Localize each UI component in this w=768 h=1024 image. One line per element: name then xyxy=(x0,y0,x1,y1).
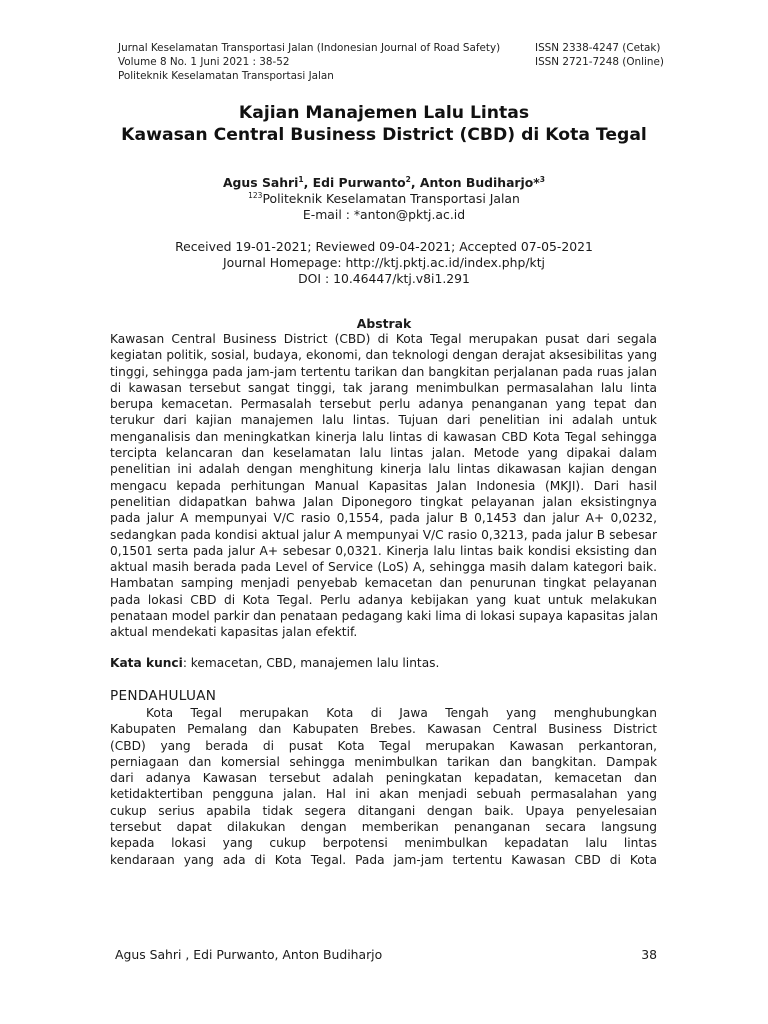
issn-online: ISSN 2721-7248 (Online) xyxy=(535,56,664,68)
journal-volume: Volume 8 No. 1 Juni 2021 : 38-52 xyxy=(118,56,290,68)
author-1-affil-mark: 1 xyxy=(298,174,304,184)
abstract-heading: Abstrak xyxy=(356,316,412,331)
author-2-affil-mark: 2 xyxy=(405,174,411,184)
body-line: kepada lokasi yang cukup berpotensi menimbulkan kepadatan lalu lintas xyxy=(110,836,657,851)
abstract-line: tercipta kelancaran dan keselamatan lalu lintas jalan. Metode yang dipakai dalam xyxy=(110,446,657,461)
body-line: Kabupaten Pemalang dan Kabupaten Brebes. Kawasan Central Business District xyxy=(110,722,657,737)
footer-authors: Agus Sahri , Edi Purwanto, Anton Budiharjo xyxy=(115,947,383,962)
abstract-line: menganalisis dan meningkatkan kinerja lalu lintas di kawasan CBD Kota Tegal sehingga xyxy=(110,429,657,444)
body-line: tersebut dapat dilakukan dengan memberikan penanganan secara langsung xyxy=(110,820,657,835)
abstract-line: 0,1501 serta pada jalur A+ sebesar 0,0321. Kinerja lalu lintas baik kondisi eksisting dan xyxy=(110,543,657,558)
journal-header-right xyxy=(535,41,735,69)
journal-name: Jurnal Keselamatan Transportasi Jalan (Indonesian Journal of Road Safety) xyxy=(118,42,501,54)
body-line: kendaraan yang ada di Kota Tegal. Pada jam-jam tertentu Kawasan CBD di Kota xyxy=(110,852,657,867)
affiliation-mark: 123 xyxy=(248,190,263,200)
abstract-line: aktual masih berada pada Level of Service (LoS) A, sehingga masih dalam kategori baik. xyxy=(110,560,657,575)
author-list xyxy=(60,175,708,191)
affiliation-text: Politeknik Keselamatan Transportasi Jalan xyxy=(262,191,520,206)
author-email: E-mail : *anton@pktj.ac.id xyxy=(302,207,466,222)
abstract-line: sedangkan pada kondisi aktual jalur A mempunyai V/C rasio 0,3213, pada jalur B sebesar xyxy=(110,527,657,542)
body-line: dari adanya Kawasan tersebut adalah peningkatan kepadatan, kemacetan dan xyxy=(110,771,657,786)
journal-homepage: Journal Homepage: http://ktj.pktj.ac.id/index.php/ktj xyxy=(223,255,545,270)
author-2: Edi Purwanto xyxy=(312,175,406,190)
abstract-line: berupa kemacetan. Permasalah tersebut perlu adanya penanganan yang tepat dan xyxy=(110,397,657,412)
paper-title-line-1: Kajian Manajemen Lalu Lintas xyxy=(238,103,530,123)
article-doi: DOI : 10.46447/ktj.v8i1.291 xyxy=(298,271,470,286)
issn-print: ISSN 2338-4247 (Cetak) xyxy=(535,42,661,54)
keywords xyxy=(110,655,657,671)
body-line: Kota Tegal merupakan Kota di Jawa Tengah yang menghubungkan xyxy=(146,706,657,720)
abstract-line: kegiatan politik, sosial, budaya, ekonomi, dan teknologi dengan derajat aksesibilitas yang xyxy=(110,348,657,363)
paper-title xyxy=(60,102,708,146)
keywords-label: Kata kunci xyxy=(110,656,183,670)
introduction-body xyxy=(110,705,657,868)
body-line: (CBD) yang berada di pusat Kota Tegal merupakan Kawasan perkantoran, xyxy=(110,738,657,753)
abstract-line: Hambatan samping menjadi penyebab kemacetan dan penurunan tingkat pelayanan xyxy=(110,576,657,591)
body-line: perniagaan dan komersial sehingga menimbulkan tarikan dan bangkitan. Dampak xyxy=(110,754,657,769)
abstract-line: aktual mendekati kapasitas jalan efektif. xyxy=(110,625,358,640)
abstract-line: mengacu kepada perhitungan Manual Kapasitas Jalan Indonesia (MKJI). Dari hasil xyxy=(110,478,657,493)
author-3: Anton Budiharjo* xyxy=(419,175,540,190)
abstract-line: pada jalur A mempunyai V/C rasio 0,1554, pada jalur B 0,1453 dan jalur A+ 0,0232, xyxy=(110,511,657,526)
abstract-line: penelitian ini adalah dengan menghitung kinerja lalu lintas dikawasan kajian dengan xyxy=(110,462,657,477)
body-line: cukup serius apabila tidak segera ditangani dengan baik. Upaya penyelesaian xyxy=(110,803,657,818)
author-3-affil-mark: 3 xyxy=(539,174,546,184)
paper-title-line-2: Kawasan Central Business District (CBD) di Kota Tegal xyxy=(121,125,647,145)
section-heading-introduction: PENDAHULUAN xyxy=(110,688,217,704)
author-separator: , xyxy=(410,175,420,190)
abstract-line: penelitian didapatkan bahwa Jalan Diponegoro tingkat pelayanan jalan eksistingnya xyxy=(110,494,657,509)
abstract-line: pada lokasi CBD di Kota Tegal. Perlu adanya kebijakan yang kuat untuk melakukan xyxy=(110,592,657,607)
abstract-line: terukur dari kajian manajemen lalu lintas. Tujuan dari penelitian ini adalah untuk xyxy=(110,413,657,428)
author-separator: , xyxy=(303,175,313,190)
abstract-body xyxy=(110,331,657,641)
article-dates: Received 19-01-2021; Reviewed 09-04-2021; Accepted 07-05-2021 xyxy=(175,239,593,254)
abstract-line: di kawasan tersebut sangat tinggi, tak jarang menimbulkan permasalahan lalu linta xyxy=(110,380,657,395)
author-1: Agus Sahri xyxy=(222,175,299,190)
journal-header-left xyxy=(118,41,528,83)
abstract-line: tinggi, sehingga pada jam-jam tertentu tarikan dan bangkitan perjalanan pada ruas jalan xyxy=(110,364,657,379)
article-meta xyxy=(60,239,708,287)
journal-publisher: Politeknik Keselamatan Transportasi Jalan xyxy=(118,70,334,82)
abstract-line: penataan model parkir dan penataan pedagang kaki lima di lokasi supaya kapasitas jalan xyxy=(110,609,658,624)
author-affiliation xyxy=(60,191,708,207)
keywords-text: : kemacetan, CBD, manajemen lalu lintas. xyxy=(182,656,440,670)
abstract-line: Kawasan Central Business District (CBD) di Kota Tegal merupakan pusat dari segala xyxy=(110,332,657,346)
page-number: 38 xyxy=(641,947,657,962)
body-line: ketidaktertiban pengguna jalan. Hal ini akan menjadi sebuah permasalahan yang xyxy=(110,787,657,802)
